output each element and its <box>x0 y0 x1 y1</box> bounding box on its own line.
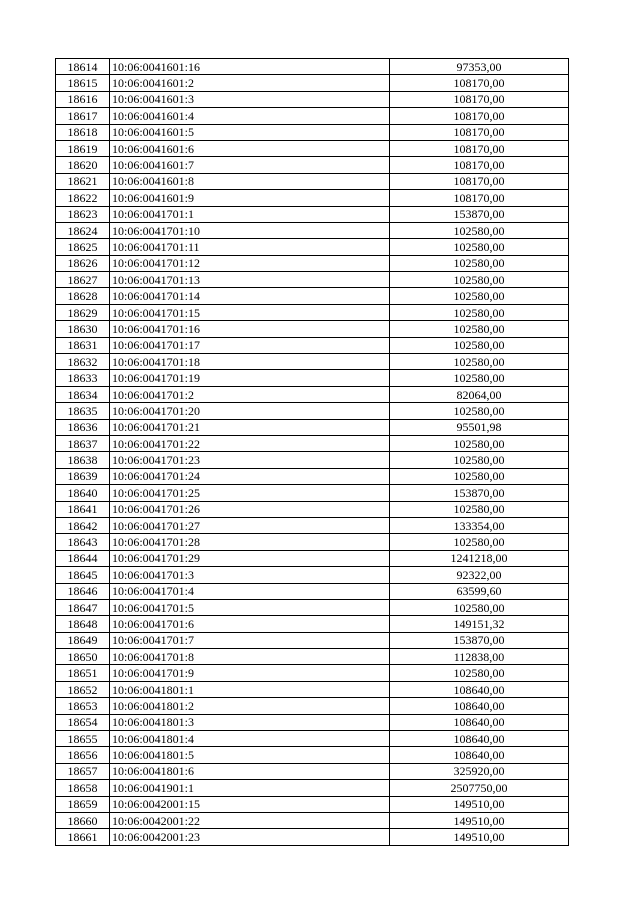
cadastral-number-cell: 10:06:0041701:5 <box>110 599 390 615</box>
table-row <box>56 780 569 796</box>
row-number-cell: 18658 <box>56 780 110 796</box>
row-number-cell: 18626 <box>56 255 110 271</box>
table-row <box>56 370 569 386</box>
cadastral-value-cell: 102580,00 <box>390 272 569 288</box>
cadastral-value-cell: 153870,00 <box>390 632 569 648</box>
cadastral-number-cell: 10:06:0041601:4 <box>110 108 390 124</box>
cadastral-number-cell: 10:06:0041701:28 <box>110 534 390 550</box>
table-row <box>56 288 569 304</box>
row-number-cell: 18652 <box>56 681 110 697</box>
row-number-cell: 18632 <box>56 354 110 370</box>
table-row <box>56 272 569 288</box>
table-row <box>56 583 569 599</box>
table-row <box>56 354 569 370</box>
cadastral-value-cell: 108170,00 <box>390 124 569 140</box>
cadastral-number-cell: 10:06:0041801:4 <box>110 731 390 747</box>
table-row <box>56 255 569 271</box>
cadastral-number-cell: 10:06:0041701:12 <box>110 255 390 271</box>
row-number-cell: 18627 <box>56 272 110 288</box>
table-row <box>56 75 569 91</box>
table-row <box>56 501 569 517</box>
cadastral-value-cell: 108170,00 <box>390 140 569 156</box>
table-row <box>56 616 569 632</box>
row-number-cell: 18630 <box>56 321 110 337</box>
row-number-cell: 18637 <box>56 435 110 451</box>
cadastral-number-cell: 10:06:0041701:8 <box>110 649 390 665</box>
cadastral-value-cell: 102580,00 <box>390 239 569 255</box>
cadastral-value-cell: 149510,00 <box>390 829 569 845</box>
table-row <box>56 452 569 468</box>
cadastral-number-cell: 10:06:0041801:6 <box>110 763 390 779</box>
cadastral-value-cell: 102580,00 <box>390 468 569 484</box>
row-number-cell: 18614 <box>56 59 110 75</box>
cadastral-value-cell: 102580,00 <box>390 452 569 468</box>
cadastral-number-cell: 10:06:0041701:27 <box>110 517 390 533</box>
table-row <box>56 731 569 747</box>
table-row <box>56 468 569 484</box>
cadastral-number-cell: 10:06:0041701:14 <box>110 288 390 304</box>
row-number-cell: 18651 <box>56 665 110 681</box>
row-number-cell: 18647 <box>56 599 110 615</box>
row-number-cell: 18642 <box>56 517 110 533</box>
row-number-cell: 18625 <box>56 239 110 255</box>
table-row <box>56 714 569 730</box>
table-row <box>56 386 569 402</box>
row-number-cell: 18615 <box>56 75 110 91</box>
cadastral-value-cell: 63599,60 <box>390 583 569 599</box>
cadastral-value-cell: 108170,00 <box>390 173 569 189</box>
cadastral-number-cell: 10:06:0041701:13 <box>110 272 390 288</box>
table-body <box>56 59 569 846</box>
cadastral-number-cell: 10:06:0041601:5 <box>110 124 390 140</box>
table-row <box>56 403 569 419</box>
row-number-cell: 18648 <box>56 616 110 632</box>
row-number-cell: 18653 <box>56 698 110 714</box>
table-row <box>56 108 569 124</box>
row-number-cell: 18628 <box>56 288 110 304</box>
cadastral-value-cell: 108170,00 <box>390 108 569 124</box>
cadastral-number-cell: 10:06:0041601:3 <box>110 91 390 107</box>
table-row <box>56 124 569 140</box>
row-number-cell: 18646 <box>56 583 110 599</box>
cadastral-value-cell: 102580,00 <box>390 501 569 517</box>
cadastral-value-cell: 102580,00 <box>390 534 569 550</box>
table-row <box>56 681 569 697</box>
row-number-cell: 18619 <box>56 140 110 156</box>
row-number-cell: 18650 <box>56 649 110 665</box>
row-number-cell: 18624 <box>56 222 110 238</box>
table-row <box>56 321 569 337</box>
cadastral-value-cell: 112838,00 <box>390 649 569 665</box>
row-number-cell: 18641 <box>56 501 110 517</box>
cadastral-number-cell: 10:06:0041601:9 <box>110 190 390 206</box>
row-number-cell: 18640 <box>56 485 110 501</box>
row-number-cell: 18639 <box>56 468 110 484</box>
cadastral-number-cell: 10:06:0041801:1 <box>110 681 390 697</box>
table-row <box>56 632 569 648</box>
cadastral-value-cell: 325920,00 <box>390 763 569 779</box>
cadastral-value-cell: 108170,00 <box>390 157 569 173</box>
table-row <box>56 747 569 763</box>
row-number-cell: 18657 <box>56 763 110 779</box>
row-number-cell: 18656 <box>56 747 110 763</box>
cadastral-number-cell: 10:06:0041601:6 <box>110 140 390 156</box>
table-row <box>56 829 569 845</box>
cadastral-number-cell: 10:06:0042001:22 <box>110 812 390 828</box>
row-number-cell: 18622 <box>56 190 110 206</box>
cadastral-value-cell: 133354,00 <box>390 517 569 533</box>
cadastral-value-cell: 108640,00 <box>390 681 569 697</box>
cadastral-value-cell: 102580,00 <box>390 304 569 320</box>
cadastral-value-cell: 108640,00 <box>390 714 569 730</box>
row-number-cell: 18659 <box>56 796 110 812</box>
cadastral-number-cell: 10:06:0041701:6 <box>110 616 390 632</box>
cadastral-value-cell: 92322,00 <box>390 567 569 583</box>
row-number-cell: 18633 <box>56 370 110 386</box>
table-row <box>56 812 569 828</box>
table-row <box>56 435 569 451</box>
row-number-cell: 18661 <box>56 829 110 845</box>
cadastral-number-cell: 10:06:0041701:22 <box>110 435 390 451</box>
cadastral-value-cell: 102580,00 <box>390 354 569 370</box>
table-row <box>56 796 569 812</box>
row-number-cell: 18623 <box>56 206 110 222</box>
cadastral-value-cell: 102580,00 <box>390 337 569 353</box>
cadastral-number-cell: 10:06:0041701:2 <box>110 386 390 402</box>
cadastral-number-cell: 10:06:0041801:2 <box>110 698 390 714</box>
cadastral-value-cell: 102580,00 <box>390 403 569 419</box>
table-row <box>56 222 569 238</box>
cadastral-number-cell: 10:06:0041601:2 <box>110 75 390 91</box>
cadastral-value-cell: 97353,00 <box>390 59 569 75</box>
table-row <box>56 698 569 714</box>
table-row <box>56 239 569 255</box>
cadastral-value-cell: 102580,00 <box>390 255 569 271</box>
cadastral-number-cell: 10:06:0041701:17 <box>110 337 390 353</box>
cadastral-value-cell: 102580,00 <box>390 665 569 681</box>
table-row <box>56 649 569 665</box>
table-row <box>56 157 569 173</box>
row-number-cell: 18649 <box>56 632 110 648</box>
row-number-cell: 18635 <box>56 403 110 419</box>
row-number-cell: 18634 <box>56 386 110 402</box>
table-row <box>56 304 569 320</box>
row-number-cell: 18644 <box>56 550 110 566</box>
cadastral-value-cell: 108640,00 <box>390 731 569 747</box>
row-number-cell: 18643 <box>56 534 110 550</box>
table-row <box>56 517 569 533</box>
row-number-cell: 18618 <box>56 124 110 140</box>
row-number-cell: 18617 <box>56 108 110 124</box>
cadastral-value-cell: 102580,00 <box>390 321 569 337</box>
cadastral-number-cell: 10:06:0041701:10 <box>110 222 390 238</box>
cadastral-number-cell: 10:06:0041701:9 <box>110 665 390 681</box>
cadastral-value-cell: 149510,00 <box>390 812 569 828</box>
cadastral-number-cell: 10:06:0041701:1 <box>110 206 390 222</box>
table-row <box>56 550 569 566</box>
cadastral-number-cell: 10:06:0041701:7 <box>110 632 390 648</box>
table-row <box>56 599 569 615</box>
cadastral-number-cell: 10:06:0041601:7 <box>110 157 390 173</box>
table-row <box>56 763 569 779</box>
cadastral-value-cell: 102580,00 <box>390 435 569 451</box>
cadastral-value-cell: 108640,00 <box>390 698 569 714</box>
row-number-cell: 18654 <box>56 714 110 730</box>
cadastral-value-cell: 108170,00 <box>390 190 569 206</box>
cadastral-number-cell: 10:06:0042001:23 <box>110 829 390 845</box>
row-number-cell: 18616 <box>56 91 110 107</box>
table-row <box>56 567 569 583</box>
cadastral-number-cell: 10:06:0041701:20 <box>110 403 390 419</box>
row-number-cell: 18621 <box>56 173 110 189</box>
cadastral-value-cell: 108170,00 <box>390 75 569 91</box>
cadastral-number-cell: 10:06:0041701:4 <box>110 583 390 599</box>
cadastral-number-cell: 10:06:0041701:18 <box>110 354 390 370</box>
cadastral-number-cell: 10:06:0041701:25 <box>110 485 390 501</box>
cadastral-value-cell: 108640,00 <box>390 747 569 763</box>
cadastral-value-cell: 95501,98 <box>390 419 569 435</box>
cadastral-value-cell: 149151,32 <box>390 616 569 632</box>
row-number-cell: 18660 <box>56 812 110 828</box>
row-number-cell: 18629 <box>56 304 110 320</box>
row-number-cell: 18655 <box>56 731 110 747</box>
table-row <box>56 337 569 353</box>
cadastral-value-cell: 2507750,00 <box>390 780 569 796</box>
cadastral-value-cell: 102580,00 <box>390 288 569 304</box>
table-row <box>56 485 569 501</box>
table-row <box>56 665 569 681</box>
row-number-cell: 18620 <box>56 157 110 173</box>
row-number-cell: 18636 <box>56 419 110 435</box>
table-row <box>56 534 569 550</box>
cadastral-number-cell: 10:06:0041701:26 <box>110 501 390 517</box>
table-row <box>56 91 569 107</box>
row-number-cell: 18631 <box>56 337 110 353</box>
cadastral-number-cell: 10:06:0041601:8 <box>110 173 390 189</box>
cadastral-number-cell: 10:06:0041801:3 <box>110 714 390 730</box>
cadastral-value-cell: 102580,00 <box>390 370 569 386</box>
table-row <box>56 59 569 75</box>
cadastral-number-cell: 10:06:0041901:1 <box>110 780 390 796</box>
cadastral-number-cell: 10:06:0041701:15 <box>110 304 390 320</box>
cadastral-value-cell: 1241218,00 <box>390 550 569 566</box>
cadastral-number-cell: 10:06:0041801:5 <box>110 747 390 763</box>
cadastral-number-cell: 10:06:0041701:11 <box>110 239 390 255</box>
cadastral-number-cell: 10:06:0041701:3 <box>110 567 390 583</box>
table-row <box>56 190 569 206</box>
cadastral-value-cell: 82064,00 <box>390 386 569 402</box>
cadastral-value-cell: 153870,00 <box>390 485 569 501</box>
cadastral-number-cell: 10:06:0042001:15 <box>110 796 390 812</box>
cadastral-value-cell: 102580,00 <box>390 599 569 615</box>
table-row <box>56 419 569 435</box>
cadastral-number-cell: 10:06:0041701:23 <box>110 452 390 468</box>
cadastral-number-cell: 10:06:0041701:29 <box>110 550 390 566</box>
table-row <box>56 140 569 156</box>
cadastral-number-cell: 10:06:0041701:19 <box>110 370 390 386</box>
cadastral-value-cell: 108170,00 <box>390 91 569 107</box>
cadastral-value-table <box>55 58 569 846</box>
cadastral-number-cell: 10:06:0041701:24 <box>110 468 390 484</box>
cadastral-value-cell: 153870,00 <box>390 206 569 222</box>
cadastral-number-cell: 10:06:0041601:16 <box>110 59 390 75</box>
cadastral-value-cell: 149510,00 <box>390 796 569 812</box>
cadastral-number-cell: 10:06:0041701:21 <box>110 419 390 435</box>
row-number-cell: 18638 <box>56 452 110 468</box>
row-number-cell: 18645 <box>56 567 110 583</box>
table-row <box>56 173 569 189</box>
table-row <box>56 206 569 222</box>
cadastral-value-cell: 102580,00 <box>390 222 569 238</box>
cadastral-number-cell: 10:06:0041701:16 <box>110 321 390 337</box>
